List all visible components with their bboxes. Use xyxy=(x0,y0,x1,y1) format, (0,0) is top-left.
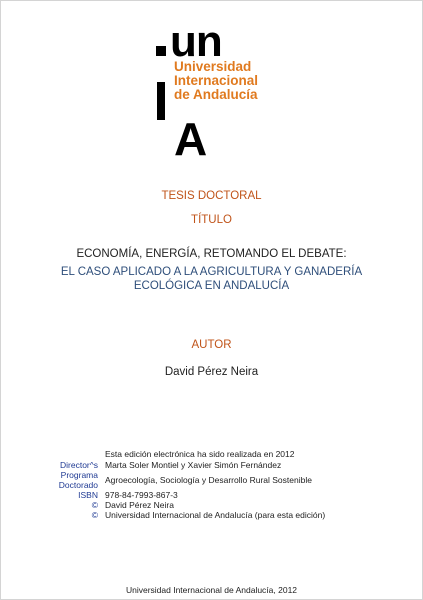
credit-label-copyright-edition: © xyxy=(91,510,98,520)
university-logo xyxy=(150,17,280,165)
logo-line-internacional: Internacional xyxy=(174,73,259,88)
logo-line-andalucia: de Andalucía xyxy=(174,87,258,102)
credit-label-director: Director^s xyxy=(60,460,98,470)
logo-un: un xyxy=(170,17,222,66)
logo-i-dot xyxy=(156,46,166,56)
credit-label-doctorado: Doctorado xyxy=(58,480,98,490)
credit-value-doctorado: Agroecología, Sociología y Desarrollo Rural Sostenible xyxy=(105,475,312,485)
credit-value-isbn: 978-84-7993-867-3 xyxy=(105,490,178,500)
credit-value-copyright-author: David Pérez Neira xyxy=(105,500,174,510)
logo-line-universidad: Universidad xyxy=(174,59,252,74)
credit-label-copyright-author: © xyxy=(91,500,98,510)
credit-label-programa: Programa xyxy=(60,470,98,480)
footer-text: Universidad Internacional de Andalucía, 2012 xyxy=(125,585,298,595)
subtitle-line-2: ECOLÓGICA EN ANDALUCÍA xyxy=(133,280,290,292)
thesis-type: TESIS DOCTORAL xyxy=(161,190,262,202)
title-main: ECONOMÍA, ENERGÍA, RETOMANDO EL DEBATE: xyxy=(76,248,347,260)
title-label: TÍTULO xyxy=(191,214,232,226)
author-label: AUTOR xyxy=(191,339,232,351)
credit-label-isbn: ISBN xyxy=(78,490,98,500)
logo-a: A xyxy=(174,113,208,165)
author-name: David Pérez Neira xyxy=(164,366,259,378)
credit-value-copyright-edition: Universidad Internacional de Andalucía (para esta edición) xyxy=(105,510,326,520)
credit-value-director: Marta Soler Montiel y Xavier Simón Fernández xyxy=(105,460,282,470)
edition-note: Esta edición electrónica ha sido realizada en 2012 xyxy=(105,449,295,459)
logo-i-bar xyxy=(157,82,165,120)
subtitle-line-1: EL CASO APLICADO A LA AGRICULTURA Y GANADERÍA xyxy=(60,266,363,278)
